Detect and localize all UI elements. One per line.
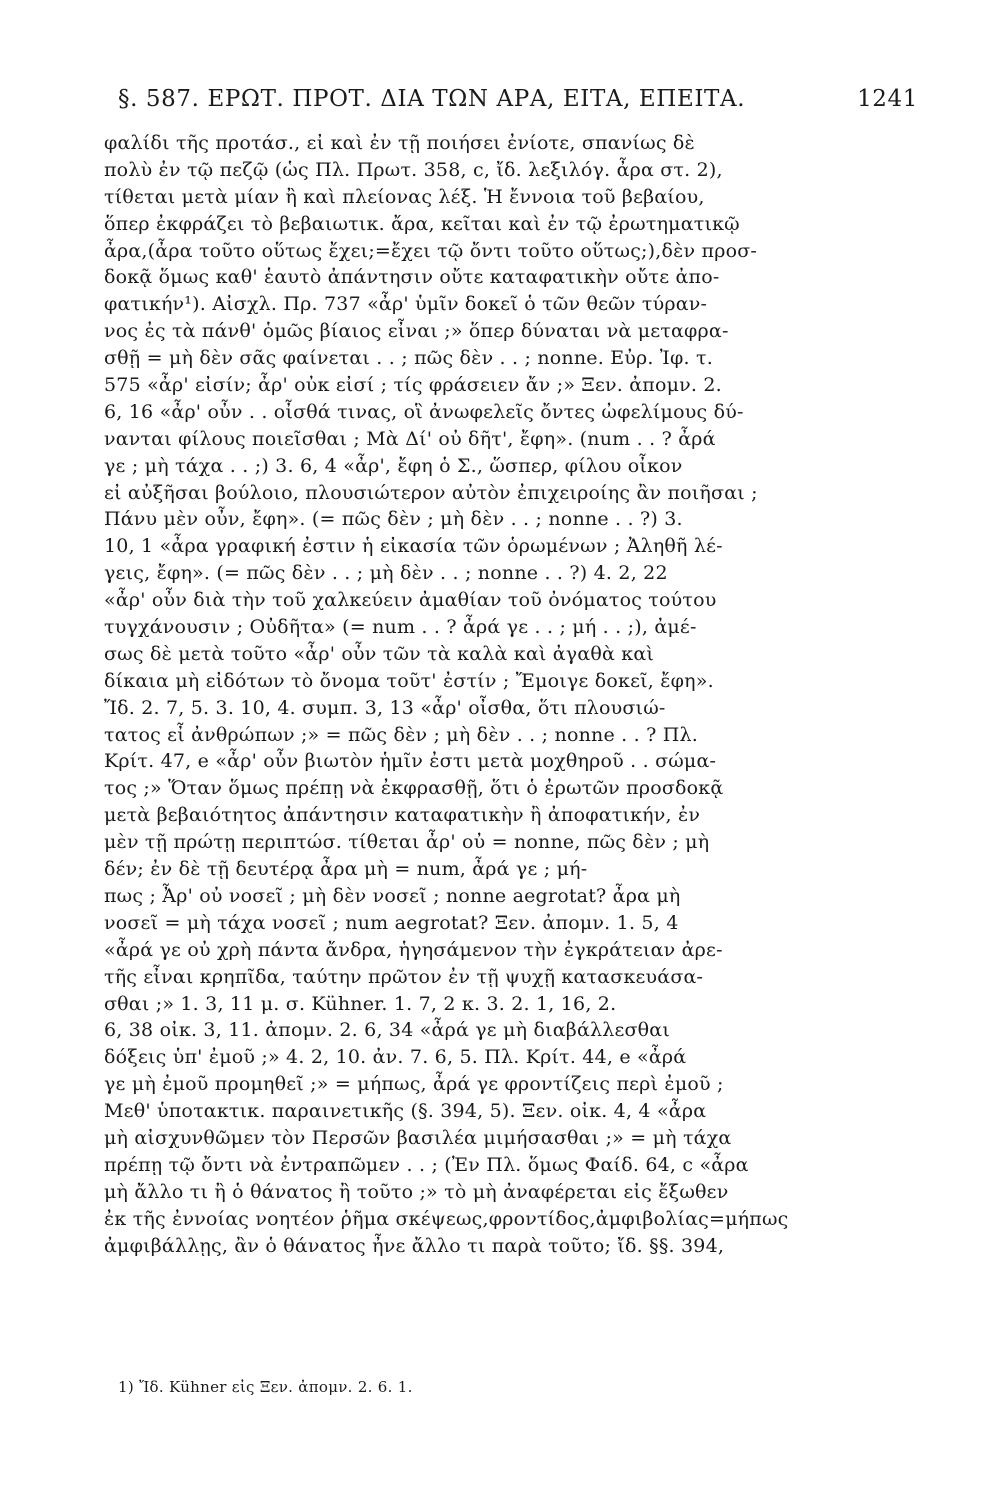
text-line: ἀμφιβάλλῃς, ἂν ὁ θάνατος ἦνε ἄλλο τι παρὰ τοῦτο; ἴδ. §§. 394, [104,1234,725,1257]
text-line: τος ;» Ὅταν ὅμως πρέπῃ νὰ ἐκφρασθῇ, ὅτι ὁ ἐρωτῶν προσδοκᾷ [104,777,724,800]
text-line: Ἴδ. 2. 7, 5. 3. 10, 4. συμπ. 3, 13 «ἆρ' οἶσθα, ὅτι πλουσιώ- [104,696,666,719]
text-line: ἐκ τῆς ἐννοίας νοητέον ῥῆμα σκέψεως,φροντίδος,ἀμφιβολίας=μήπως [104,1207,789,1230]
text-line: νανται φίλους ποιεῖσθαι ; Μὰ Δί' οὐ δῆτ', ἔφη». (num . . ? ἆρά [104,427,716,450]
text-line: «ἆρά γε οὐ χρὴ πάντα ἄνδρα, ἡγησάμενον τὴν ἐγκράτειαν ἀρε- [104,938,723,961]
text-line: 6, 16 «ἆρ' οὖν . . οἶσθά τινας, οἳ ἀνωφελεῖς ὄντες ὠφελίμους δύ- [104,400,744,423]
text-line: πως ; Ἆρ' οὐ νοσεῖ ; μὴ δὲν νοσεῖ ; nonne aegrotat? ἆρα μὴ [104,884,681,907]
text-line: Κρίτ. 47, e «ἆρ' οὖν βιωτὸν ἡμῖν ἐστι μετὰ μοχθηροῦ . . σώμα- [104,750,717,773]
text-line: 10, 1 «ἆρα γραφική ἐστιν ἡ εἰκασία τῶν ὁρωμένων ; Ἀληθῆ λέ- [104,535,723,558]
text-line: «ἆρ' οὖν διὰ τὴν τοῦ χαλκεύειν ἀμαθίαν τοῦ ὀνόματος τούτου [104,589,717,612]
text-line: φαλίδι τῆς προτάσ., εἰ καὶ ἐν τῇ ποιήσει ἐνίοτε, σπανίως δὲ [104,132,695,154]
text-line: ὅπερ ἐκφράζει τὸ βεβαιωτικ. ἄρα, κεῖται καὶ ἐν τῷ ἐρωτηματικῷ [104,212,740,235]
text-line: σθαι ;» 1. 3, 11 μ. σ. Kühner. 1. 7, 2 κ. 3. 2. 1, 16, 2. [104,992,617,1015]
text-line: Πάνυ μὲν οὖν, ἔφη». (= πῶς δὲν ; μὴ δὲν . . ; nonne . . ?) 3. [104,508,683,531]
footnote: 1) Ἴδ. Kühner εἰς Ξεν. ἀπομν. 2. 6. 1. [118,1378,413,1396]
text-line: τατος εἶ ἀνθρώπων ;» = πῶς δὲν ; μὴ δὲν . . ; nonne . . ? Πλ. [104,723,698,746]
text-line: νοσεῖ = μὴ τάχα νοσεῖ ; num aegrotat? Ξεν. ἀπομν. 1. 5, 4 [104,911,679,934]
text-line: Μεθ' ὑποτακτικ. παραινετικῆς (§. 394, 5). Ξεν. οἰκ. 4, 4 «ἆρα [104,1100,707,1123]
text-line: δέν; ἐν δὲ τῇ δευτέρᾳ ἆρα μὴ = num, ἆρά γε ; μή- [104,858,588,881]
text-line: νος ἐς τὰ πάνθ' ὁμῶς βίαιος εἶναι ;» ὅπερ δύναται νὰ μεταφρα- [104,320,729,343]
text-line: μὴ ἄλλο τι ἢ ὁ θάνατος ἢ τοῦτο ;» τὸ μὴ ἀναφέρεται εἰς ἔξωθεν [104,1180,729,1203]
text-line: δόξεις ὑπ' ἐμοῦ ;» 4. 2, 10. ἀν. 7. 6, 5. Πλ. Κρίτ. 44, e «ἆρά [104,1046,687,1069]
body-text [104,130,902,1259]
text-line: μὴ αἰσχυνθῶμεν τὸν Περσῶν βασιλέα μιμήσασθαι ;» = μὴ τάχα [104,1126,732,1149]
text-line: φατικήν¹). Αἰσχλ. Πρ. 737 «ἆρ' ὑμῖν δοκεῖ ὁ τῶν θεῶν τύραν- [104,293,708,316]
text-line: σθῇ = μὴ δὲν σᾶς φαίνεται . . ; πῶς δὲν . . ; nonne. Εὐρ. Ἰφ. τ. [104,347,713,370]
text-line: γεις, ἔφη». (= πῶς δὲν . . ; μὴ δὲν . . ; nonne . . ?) 4. 2, 22 [104,562,668,585]
section-heading: §. 587. ΕΡΩΤ. ΠΡΟΤ. ΔΙΑ ΤΩΝ ΑΡΑ, ΕΙΤΑ, ΕΠΕΙΤΑ. [118,86,746,112]
text-line: σως δὲ μετὰ τοῦτο «ἆρ' οὖν τῶν τὰ καλὰ καὶ ἀγαθὰ καὶ [104,642,655,665]
text-line: εἰ αὐξῆσαι βούλοιο, πλουσιώτερον αὐτὸν ἐπιχειροίης ἂν ποιῆσαι ; [104,481,758,504]
text-line: τῆς εἶναι κρηπῖδα, ταύτην πρῶτον ἐν τῇ ψυχῇ κατασκευάσα- [104,965,704,988]
text-line: πολὺ ἐν τῷ πεζῷ (ὡς Πλ. Πρωτ. 358, c, ἴδ. λεξιλόγ. ἆρα στ. 2), [104,158,723,181]
text-line: γε μὴ ἐμοῦ προμηθεῖ ;» = μήπως, ἆρά γε φροντίζεις περὶ ἐμοῦ ; [104,1073,724,1096]
text-line: 6, 38 οἰκ. 3, 11. ἀπομν. 2. 6, 34 «ἆρά γε μὴ διαβάλλεσθαι [104,1019,670,1042]
text-line: γε ; μὴ τάχα . . ;) 3. 6, 4 «ἆρ', ἔφη ὁ Σ., ὥσπερ, φίλου οἶκον [104,454,683,477]
text-line: πρέπῃ τῷ ὄντι νὰ ἐντραπῶμεν . . ; (Ἐν Πλ. ὅμως Φαίδ. 64, c «ἆρα [104,1153,749,1176]
running-head [118,86,918,122]
text-line: τυγχάνουσιν ; Οὐδῆτα» (= num . . ? ἆρά γε . . ; μή . . ;), ἀμέ- [104,616,697,639]
page-number: 1241 [857,86,918,112]
text-line: δοκᾷ ὅμως καθ' ἑαυτὸ ἀπάντησιν οὔτε καταφατικὴν οὔτε ἀπο- [104,266,720,289]
text-line: μετὰ βεβαιότητος ἀπάντησιν καταφατικὴν ἢ ἀποφατικήν, ἐν [104,804,701,827]
text-line: ἆρα,(ἆρα τοῦτο οὕτως ἔχει;=ἔχει τῷ ὄντι τοῦτο οὕτως;),δὲν προσ- [104,239,758,262]
text-line: μὲν τῇ πρώτῃ περιπτώσ. τίθεται ἆρ' οὐ = nonne, πῶς δὲν ; μὴ [104,831,710,854]
text-line: τίθεται μετὰ μίαν ἢ καὶ πλείονας λέξ. Ἡ ἔννοια τοῦ βεβαίου, [104,185,705,208]
text-line: 575 «ἆρ' εἰσίν; ἆρ' οὐκ εἰσί ; τίς φράσειεν ἄν ;» Ξεν. ἀπομν. 2. [104,374,722,397]
text-line: δίκαια μὴ εἰδότων τὸ ὄνομα τοῦτ' ἐστίν ; Ἔμοιγε δοκεῖ, ἔφη». [104,669,714,692]
